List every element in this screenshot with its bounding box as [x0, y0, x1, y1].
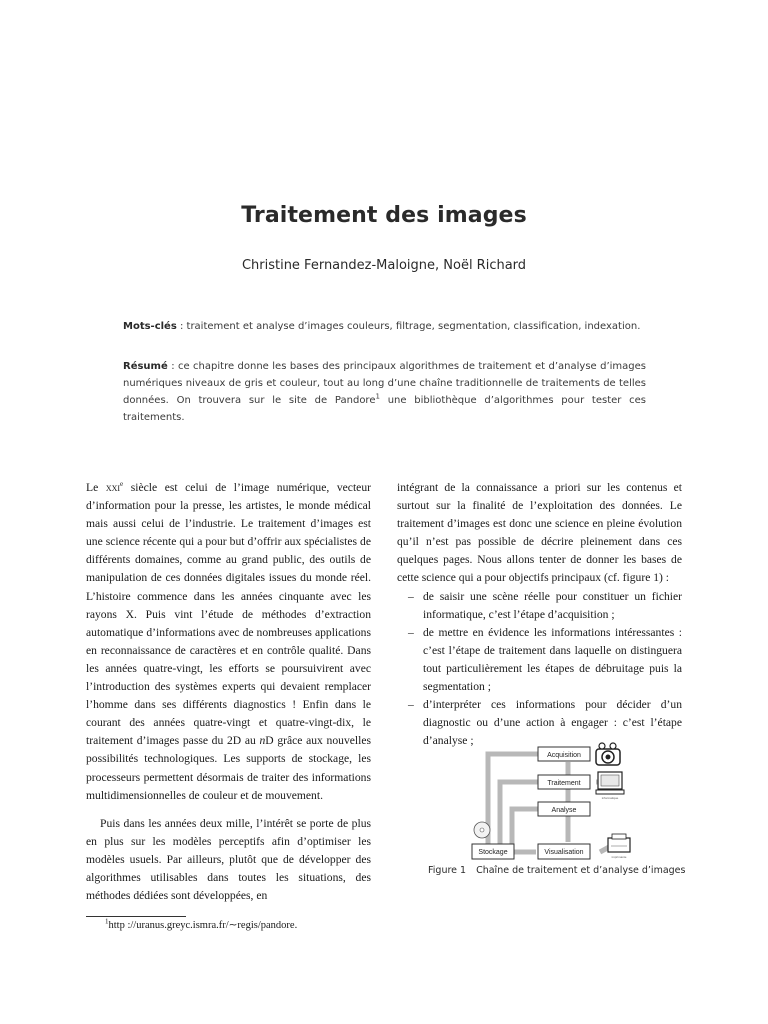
p1-start: Le	[86, 481, 106, 494]
traitement-label: Traitement	[547, 780, 581, 787]
summary-block	[123, 358, 646, 426]
list-dash: –	[408, 625, 414, 639]
century-numeral: xxi	[105, 481, 121, 494]
list-item-text: de mettre en évidence les informations intéressantes : c’est l’étape de traitement dans laquelle on distinguera tout particulièrement les étapes de débruitage puis la segmentation ;	[423, 625, 682, 694]
century-suffix: e	[120, 480, 124, 489]
processing-chain-figure	[468, 742, 658, 866]
visualisation-label: Visualisation	[544, 849, 584, 856]
right-column	[397, 479, 682, 750]
footnote-mark: 1	[105, 917, 109, 926]
objectives-list	[397, 588, 682, 751]
acquisition-box	[538, 747, 590, 761]
summary-text-end: une bibliothèque d’algorithmes pour tester ces traitements.	[123, 395, 646, 423]
list-item	[397, 624, 682, 696]
footnote-text: http ://uranus.greyc.ismra.fr/∼regis/pandore.	[108, 920, 298, 931]
left-column	[86, 479, 371, 905]
left-paragraph-1	[86, 479, 371, 805]
p1-text-b: D grâce aux nouvelles possibilités technologiques. Les supports de stockage, les processeurs permettent désormais de traiter des informations multidimensionnelles de couleur et de mouvement.	[86, 734, 371, 802]
list-item-text: de saisir une scène réelle pour constituer un fichier informatique, c’est l’étape d’acquisition ;	[423, 589, 682, 621]
figure-caption	[428, 865, 685, 876]
footnote-rule	[86, 916, 186, 917]
list-dash: –	[408, 589, 414, 603]
printer-icon	[608, 834, 630, 859]
footnote	[105, 919, 297, 931]
footnote-reference: 1	[375, 392, 380, 401]
paper-authors: Christine Fernandez-Maloigne, Noël Richard	[241, 258, 527, 273]
summary-label: Résumé	[123, 361, 168, 372]
p1-text-a: siècle est celui de l’image numérique, vecteur d’information pour la presse, les artistes, le monde médical mais aussi celui de l’industrie. Le traitement d’images est une science récente qui a pour but d’offrir aux spécialistes de différents domaines, comme au grand public, des outils de manipulation de ces données digitales issues du monde réel. L’histoire commence dans les années cinquante avec les rayons X. Puis vint l’étude de méthodes d’extraction automatique d’informations avec de nombreuses applications en reconnaissance de caractères et en contrôle qualité. Dans les années quatre-vingt, les efforts se poursuivirent avec l’introduction des systèmes experts qui devaient remplacer l’homme dans ses différents diagnostics ! Enfin dans le courant des années quatre-vingt et quatre-vingt-dix, le traitement d’images passe du 2D au	[86, 481, 371, 748]
analyse-box	[538, 802, 590, 816]
analyse-label: Analyse	[551, 807, 577, 814]
camera-icon	[596, 743, 620, 765]
printer-caption: imprimante	[611, 855, 627, 859]
summary-text: : ce chapitre donne les bases des principaux algorithmes de traitement et d’analyse d’images numériques niveaux de gris et couleur, tout au long d’une chaîne traditionnelle de traitements de telles données. On trouvera sur le site de Pandore	[123, 361, 646, 406]
keywords-text: : traitement et analyse d’images couleurs, filtrage, segmentation, classification, indexation.	[176, 321, 641, 332]
connector-stockage-analyse	[512, 809, 538, 848]
stockage-box	[472, 844, 514, 859]
n-dimension-italic: n	[259, 734, 266, 748]
processing-chain-diagram	[468, 742, 658, 866]
list-dash: –	[408, 698, 414, 712]
disc-icon	[474, 822, 490, 838]
stockage-label: Stockage	[478, 849, 508, 856]
left-paragraph-2: Puis dans les années deux mille, l’intérêt se porte de plus en plus sur les modèles perceptifs afin d’optimiser les modèles usuels. Par ailleurs, plutôt que de développer des algorithmes utilisables dans toutes les situations, des méthodes dédiées sont développées, en	[86, 816, 371, 903]
acquisition-label: Acquisition	[547, 752, 581, 759]
keywords-block	[123, 318, 646, 335]
figure-number: Figure 1	[428, 865, 467, 876]
list-item	[397, 588, 682, 624]
right-paragraph-1: intégrant de la connaissance a priori sur les contenus et surtout sur la finalité de l’exploitation des données. Le traitement d’images est donc une science en pleine évolution qu’il n’est pas possible de décrire pleinement dans ces quelques pages. Nous allons tenter de donner les bases de cette science qui a pour objectifs principaux (cf. figure 1) :	[397, 481, 682, 585]
connector-stockage-traitement	[500, 782, 538, 848]
paper-title: Traitement des images	[241, 203, 527, 228]
list-item-text: d’interpréter ces informations pour décider d’un diagnostic ou d’une action à engager : c’est l’étape d’analyse ;	[423, 698, 682, 748]
figure-caption-text: Chaîne de traitement et d’analyse d’images	[476, 865, 686, 876]
computer-caption: informatique	[601, 796, 619, 800]
computer-icon	[596, 772, 624, 800]
visualisation-box	[538, 844, 590, 859]
traitement-box	[538, 775, 590, 789]
keywords-label: Mots-clés	[123, 321, 177, 332]
